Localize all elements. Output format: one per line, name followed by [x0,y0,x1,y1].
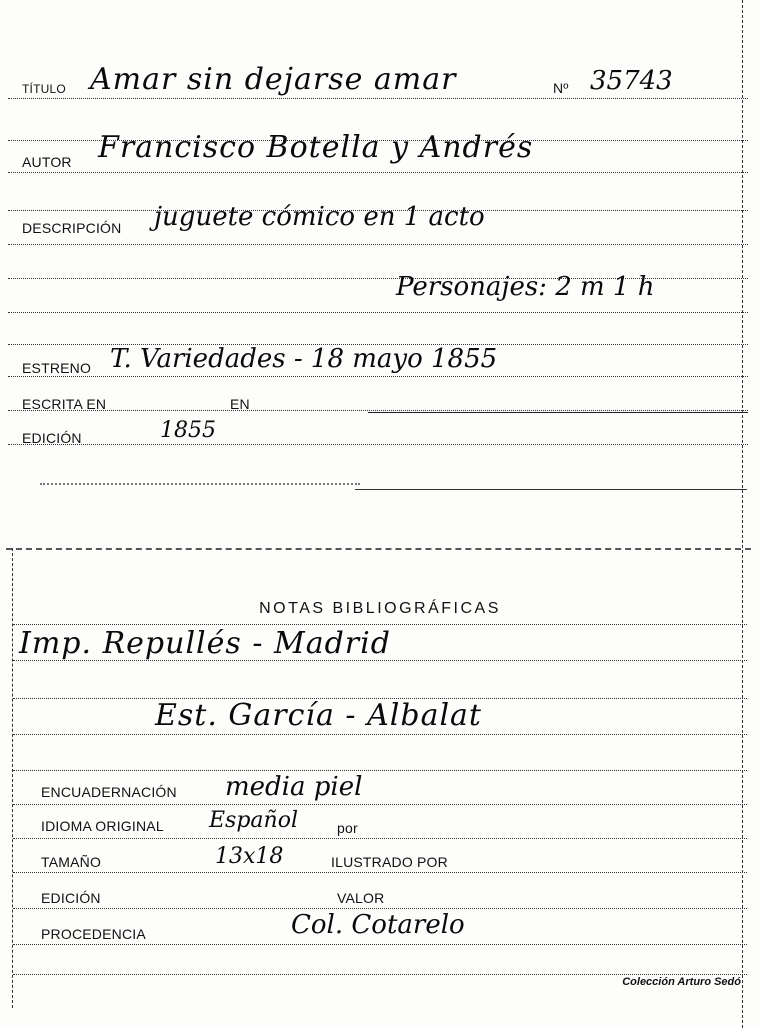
rule [8,98,748,99]
rule [8,244,748,245]
idioma-value: Español [209,808,298,833]
edicion-label: EDICIÓN [22,430,82,446]
rule [8,172,748,173]
tamano-value: 13x18 [215,844,284,869]
titulo-value: Amar sin dejarse amar [90,62,457,97]
title-card [8,10,748,490]
separator-dots [40,483,360,485]
valor-label: VALOR [337,890,385,906]
rule [13,838,747,839]
rule [13,770,747,771]
estreno-value: T. Variedades - 18 mayo 1855 [110,344,498,374]
escrita-en-label: ESCRITA EN [22,396,107,412]
titulo-label: TÍTULO [22,82,66,96]
por-label: por [337,820,358,836]
descripcion-value: juguete cómico en 1 acto [154,202,485,232]
rule [13,944,747,945]
ilustrado-label: ILUSTRADO POR [331,854,448,870]
encuadernacion-value: media piel [225,772,363,802]
collection-footer: Colección Arturo Sedó [622,976,741,988]
separator-line [355,489,747,490]
edicion-value: 1855 [160,418,216,443]
notes-card [12,548,747,1008]
rule [13,908,747,909]
rule [8,444,748,445]
procedencia-label: PROCEDENCIA [41,926,146,942]
encuadernacion-label: ENCUADERNACIÓN [41,784,177,800]
rule [8,410,748,411]
tamano-label: TAMAÑO [41,854,102,870]
note-line-1: Imp. Repullés - Madrid [19,626,391,661]
rule [13,872,747,873]
numero-value: 35743 [590,66,673,96]
personajes-value: Personajes: 2 m 1 h [396,272,655,302]
idioma-label: IDIOMA ORIGINAL [41,818,164,834]
descripcion-label: DESCRIPCIÓN [22,220,122,236]
section-title: NOTAS BIBLIOGRÁFICAS [259,600,501,617]
estreno-label: ESTRENO [22,360,92,376]
rule [8,312,748,313]
rule [13,734,747,735]
procedencia-value: Col. Cotarelo [291,910,465,940]
numero-label: Nº [553,80,569,96]
rule [13,974,747,975]
en-label: EN [230,396,250,412]
autor-label: AUTOR [22,154,72,170]
rule [13,804,747,805]
autor-value: Francisco Botella y Andrés [98,130,534,165]
note-line-2: Est. García - Albalat [155,698,482,733]
rule [13,624,747,625]
rule [8,376,748,377]
edicion-label-2: EDICIÓN [41,890,101,906]
rule [368,412,748,413]
